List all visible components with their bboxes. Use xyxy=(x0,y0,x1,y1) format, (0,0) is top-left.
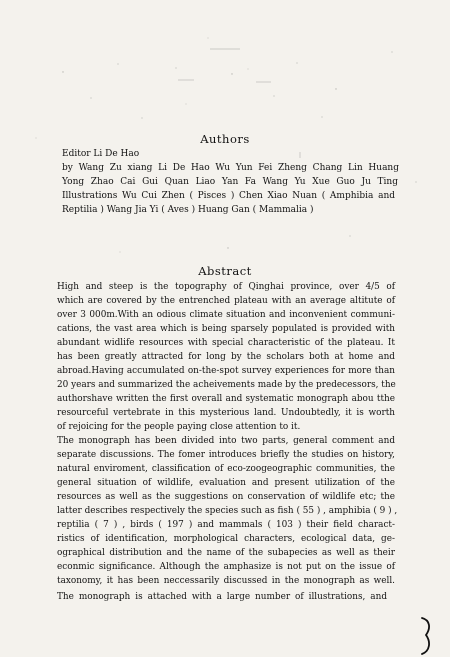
abstract-line: The monograph is attached with a large number of illustrations, and xyxy=(57,592,387,602)
abstract-line: cations, the vast area which is being sparsely populated is provided with xyxy=(57,324,395,334)
abstract-line: general situation of wildlife, evaluation and present utilization of the xyxy=(57,478,395,488)
abstract-line: econmic significance. Although the amphasize is not put on the issue of xyxy=(57,562,395,572)
abstract-heading: Abstract xyxy=(198,264,252,278)
abstract-line: authorshave written the first overall and systematic monograph abou tthe xyxy=(57,394,395,404)
authors-line: Illustrations Wu Cui Zhen ( Pisces ) Chen Xiao Nuan ( Amphibia and xyxy=(62,191,395,201)
abstract-line: 20 years and summarized the acheivements made by the predecessors, the xyxy=(57,380,396,390)
abstract-line: ristics of identification, morphological characters, ecological data, ge- xyxy=(57,534,395,544)
abstract-line: latter describes respectively the species such as fish ( 55 ) , amphibia ( 9 ) , xyxy=(57,506,398,516)
margin-bracket-mark xyxy=(420,616,434,656)
abstract-line: natural enviroment, classification of eco-zoogeographic communities, the xyxy=(57,464,395,474)
authors-heading: Authors xyxy=(200,132,250,146)
abstract-line: of rejoicing for the people paying close attention to it. xyxy=(57,422,301,432)
abstract-line: ographical distribution and the name of the subapecies as well as their xyxy=(57,548,395,558)
abstract-line: has been greatly attracted for long by the scholars both at home and xyxy=(57,352,395,362)
abstract-line: over 3 000m.With an odious climate situation and inconvenient communi- xyxy=(57,310,395,320)
abstract-line: which are covered by the entrenched plateau with an average altitute of xyxy=(57,296,395,306)
abstract-line: taxonomy, it has been neccessarily discussed in the monograph as well. xyxy=(57,576,395,586)
abstract-line: The monograph has been divided into two parts, general comment and xyxy=(57,436,395,446)
abstract-line: separate discussions. The fomer introduces briefly the studies on history, xyxy=(57,450,395,460)
abstract-line: resourceful vertebrate in this mysterious land. Undoubtedly, it is worth xyxy=(57,408,395,418)
authors-line: Yong Zhao Cai Gui Quan Liao Yan Fa Wang Yu Xue Guo Ju Ting xyxy=(62,177,398,187)
authors-line: Reptilia ) Wang Jia Yi ( Aves ) Huang Gan ( Mammalia ) xyxy=(62,205,314,215)
abstract-line: abundant widlife resources with special characteristic of the plateau. It xyxy=(57,338,395,348)
abstract-line: High and steep is the topography of Qinghai province, over 4/5 of xyxy=(57,282,395,292)
abstract-line: resources as well as the suggestions on conservation of wildlife etc; the xyxy=(57,492,395,502)
authors-editor-line: Editor Li De Hao xyxy=(62,149,140,159)
abstract-line: reptilia ( 7 ) , birds ( 197 ) and mammals ( 103 ) their field charact- xyxy=(57,520,395,530)
abstract-line: abroad.Having accumulated on-the-spot survey experiences for more than xyxy=(57,366,395,376)
authors-line: by Wang Zu xiang Li De Hao Wu Yun Fei Zheng Chang Lin Huang xyxy=(62,163,399,173)
